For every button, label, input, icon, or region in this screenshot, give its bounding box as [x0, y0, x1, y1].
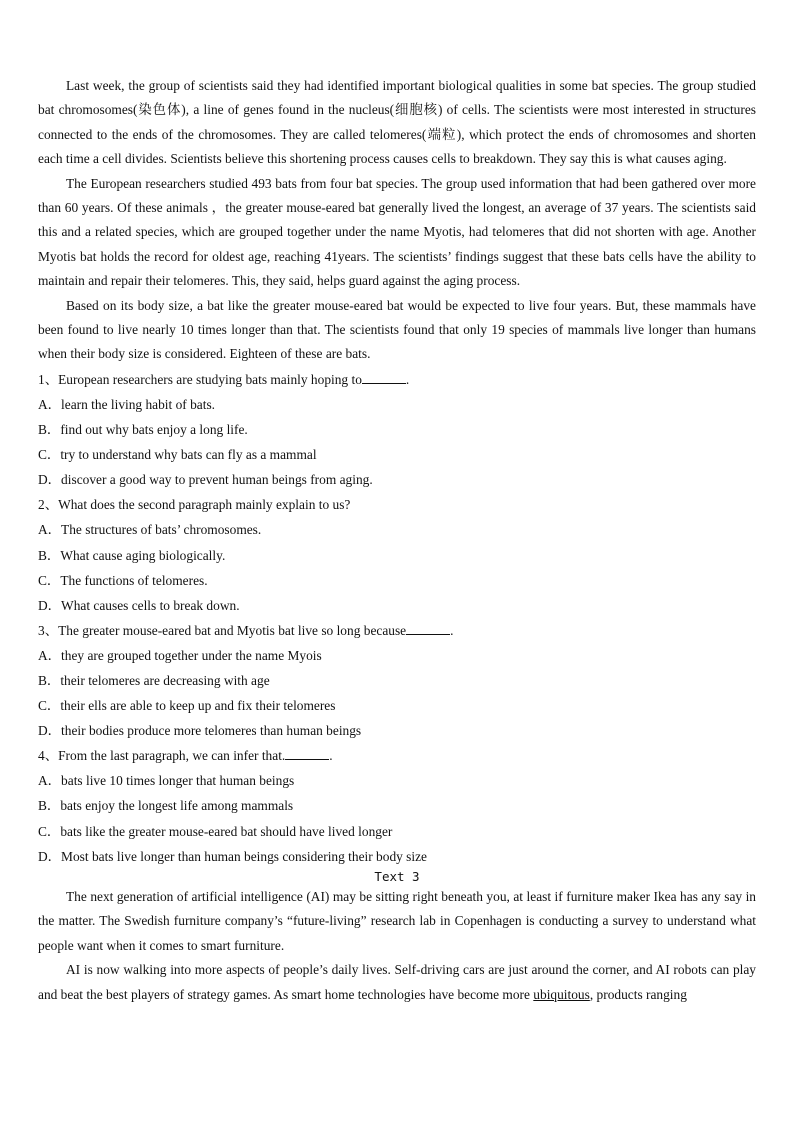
option-a: A．bats live 10 times longer that human beings — [38, 773, 295, 789]
question-2 — [38, 492, 756, 617]
paragraph-text: AI is now walking into more aspects of people’s daily lives. Self-driving cars are just around the corner, and AI robots can play and beat the best players of strategy games. As smart home technologies have become more — [38, 962, 756, 1002]
option-d: D．Most bats live longer than human beings considering their body size — [38, 848, 428, 864]
question-stem-text: 1、European researchers are studying bats mainly hoping to — [38, 371, 362, 387]
option-a: A．learn the living habit of bats. — [38, 396, 216, 412]
option-a: A．they are grouped together under the name Myois — [38, 647, 322, 663]
question-stem — [38, 618, 756, 643]
passage-paragraph-2: The European researchers studied 493 bats from four bat species. The group used information that had been gathered over more than 60 years. Of these animals ，the greater mouse-eared bat generally lived the longest, an average of 37 years. The scientists said this and a related species, which are grouped together under the name Myotis, had telomeres that did not shorten with age. Another Myotis bat holds the record for oldest age, reaching 41years. The scientists’ findings suggest that these bats cells have the ability to maintain and repair their telomeres. This, they said, helps guard against the aging process. — [38, 175, 756, 289]
document-page — [38, 74, 756, 1007]
option-b: B．their telomeres are decreasing with age — [38, 673, 270, 688]
section-title: Text 3 — [374, 868, 420, 884]
paragraph-text-end: , products ranging — [589, 986, 687, 1002]
passage-bats — [38, 74, 756, 367]
option-d: D．their bodies produce more telomeres than human beings — [38, 723, 362, 739]
question-stem-end: . — [329, 748, 333, 764]
question-stem: 2、What does the second paragraph mainly explain to us? — [38, 497, 351, 513]
answer-blank — [362, 371, 406, 384]
option-a: A．The structures of bats’ chromosomes. — [38, 522, 262, 538]
answer-blank — [406, 622, 450, 635]
question-stem-end: . — [405, 371, 410, 387]
option-d: D．discover a good way to prevent human beings from aging. — [38, 472, 373, 488]
question-stem — [38, 743, 756, 768]
passage-text-3 — [38, 869, 756, 1008]
question-stem-text: 3、The greater mouse-eared bat and Myotis bat live so long because — [38, 622, 407, 638]
option-c: C．bats like the greater mouse-eared bat should have lived longer — [38, 823, 393, 839]
option-b: B．bats enjoy the longest life among mammals — [38, 798, 294, 814]
passage-paragraph-1: The next generation of artificial intelligence (AI) may be sitting right beneath you, at least if furniture maker Ikea has any say in the matter. The Swedish furniture company’s “future-living” research lab in Copenhagen is conducting a survey to understand what people want when it comes to smart furniture. — [38, 888, 756, 953]
option-c: C．The functions of telomeres. — [38, 572, 208, 588]
option-c: C．try to understand why bats can fly as a mammal — [38, 447, 317, 463]
question-1 — [38, 367, 756, 492]
question-stem — [38, 367, 756, 392]
passage-paragraph-1: Last week, the group of scientists said they had identified important biological qualities in some bat species. The group studied bat chromosomes(染色体), a line of genes found in the nucleus(细胞核) of cells. The scientists were most interested in structures connected to the ends of the chromosomes. They are called telomeres(端粒), which protect the ends of chromosomes and shorten each time a cell divides. Scientists believe this shortening process causes cells to breakdown. They say this is what causes aging. — [38, 78, 756, 167]
question-4 — [38, 743, 756, 868]
option-c: C．their ells are able to keep up and fix their telomeres — [38, 698, 336, 714]
option-d: D．What causes cells to break down. — [38, 597, 240, 613]
passage-paragraph-2 — [38, 958, 756, 1007]
option-b: B．find out why bats enjoy a long life. — [38, 422, 248, 438]
question-3 — [38, 618, 756, 743]
option-b: B．What cause aging biologically. — [38, 547, 226, 563]
underlined-word: ubiquitous — [533, 986, 590, 1002]
question-stem-text: 4、From the last paragraph, we can infer that. — [38, 748, 286, 764]
question-stem-end: . — [450, 622, 454, 638]
answer-blank — [285, 747, 329, 760]
passage-paragraph-3: Based on its body size, a bat like the greater mouse-eared bat would be expected to live four years. But, these mammals have been found to live nearly 10 times longer than that. The scientists found that only 19 species of mammals live longer than humans when their body size is considered. Eighteen of these are bats. — [38, 297, 756, 362]
